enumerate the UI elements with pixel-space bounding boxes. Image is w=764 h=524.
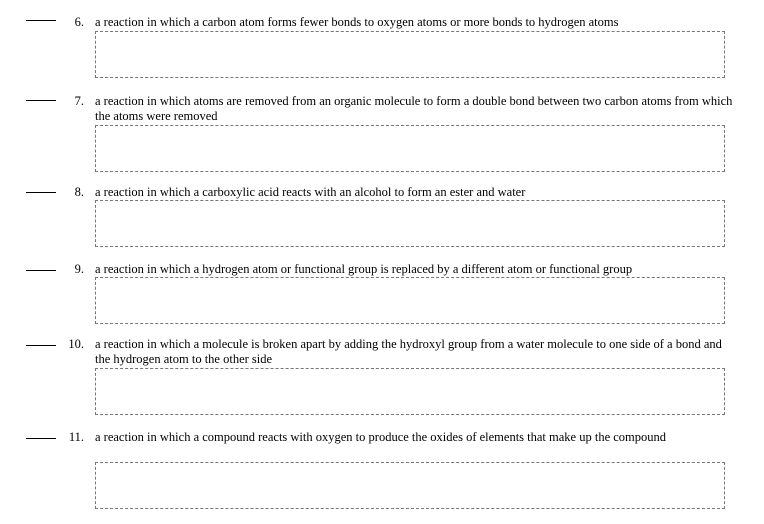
- answer-box-9[interactable]: [95, 277, 725, 324]
- answer-box-6[interactable]: [95, 31, 725, 78]
- question-number-7: 7.: [74, 94, 84, 108]
- question-prompt-10: a reaction in which a molecule is broken apart by adding the hydroxyl group from a water molecule to one side of a bond and the hydrogen atom to the other side: [95, 337, 722, 366]
- answer-box-7[interactable]: [95, 125, 725, 172]
- answer-box-11[interactable]: [95, 462, 725, 509]
- question-number-8: 8.: [74, 185, 84, 199]
- question-prompt-9: a reaction in which a hydrogen atom or functional group is replaced by a different atom or functional group: [95, 262, 633, 276]
- question-number-6: 6.: [74, 15, 84, 29]
- question-prompt-8: a reaction in which a carboxylic acid reacts with an alcohol to form an ester and water: [95, 185, 526, 199]
- question-prompt-11: a reaction in which a compound reacts with oxygen to produce the oxides of elements that make up the compound: [95, 430, 667, 444]
- answer-box-8[interactable]: [95, 200, 725, 247]
- question-prompt-6: a reaction in which a carbon atom forms fewer bonds to oxygen atoms or more bonds to hydrogen atoms: [95, 15, 619, 29]
- answer-box-10[interactable]: [95, 368, 725, 415]
- question-number-9: 9.: [74, 262, 84, 276]
- question-prompt-7: a reaction in which atoms are removed from an organic molecule to form a double bond between two carbon atoms from which the atoms were removed: [95, 94, 733, 123]
- question-number-11: 11.: [68, 430, 84, 444]
- question-number-10: 10.: [68, 337, 84, 351]
